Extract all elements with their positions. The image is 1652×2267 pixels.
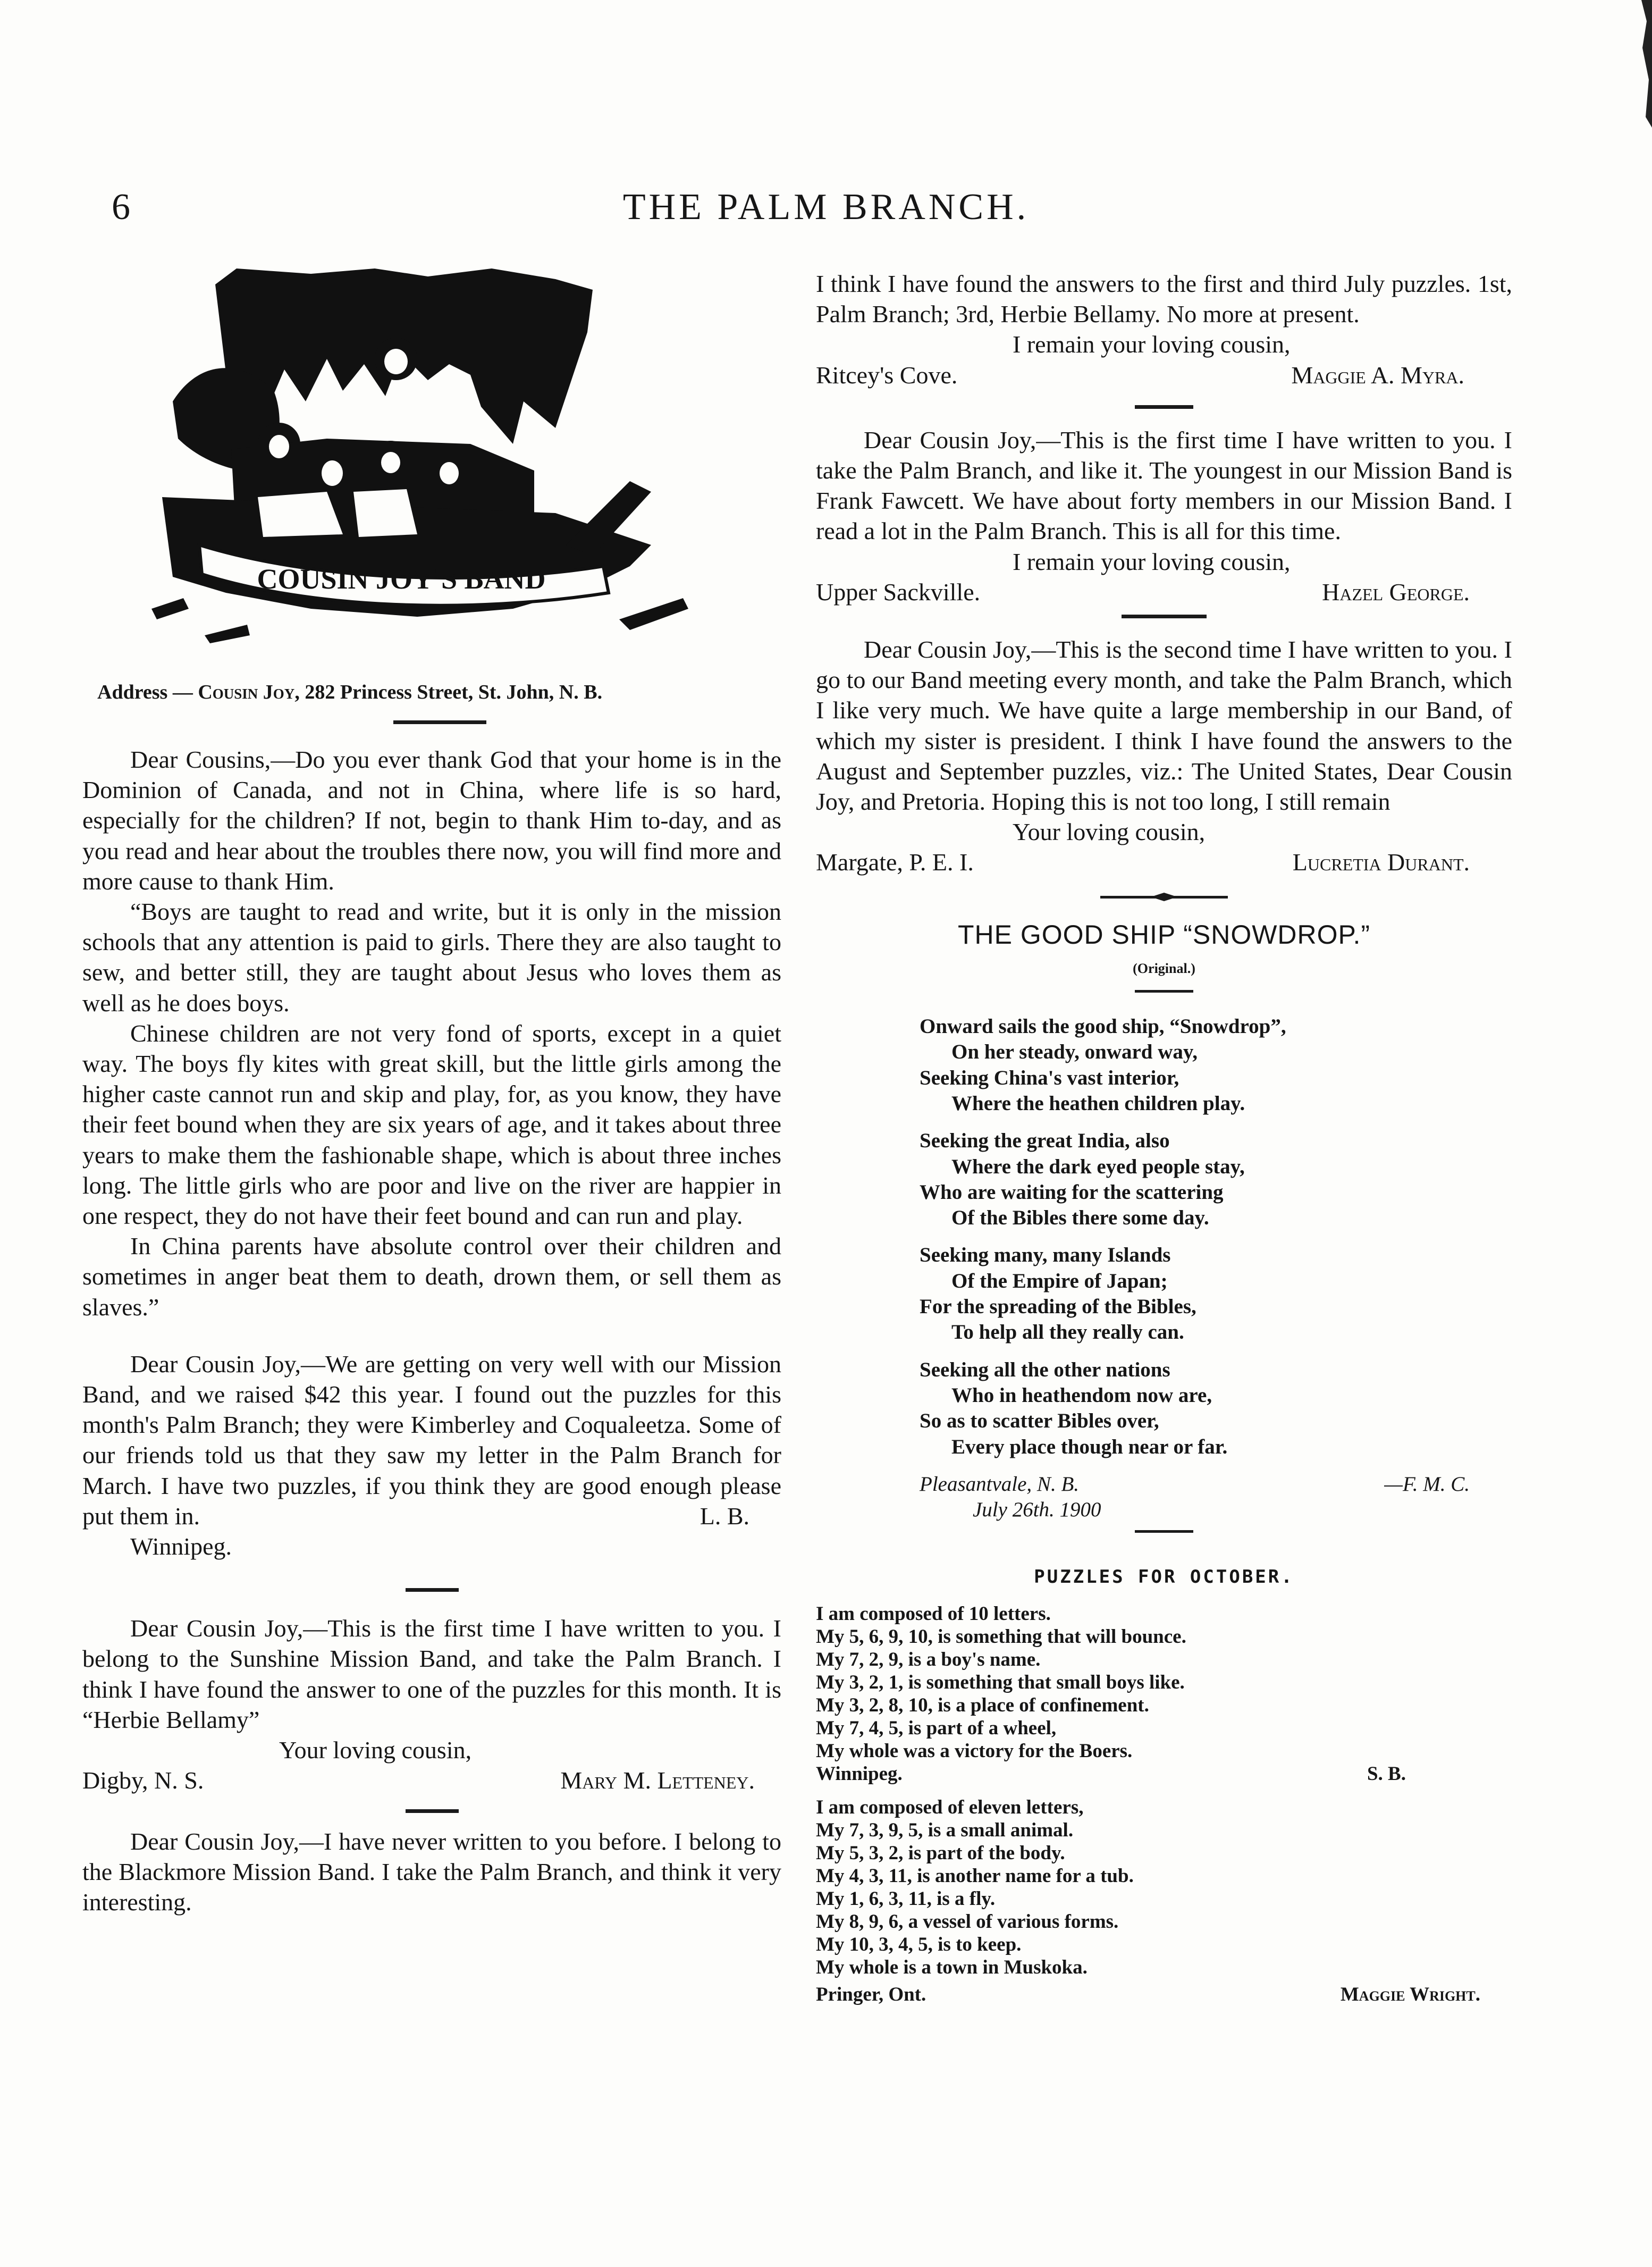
letter-maggie-signature xyxy=(816,360,1512,390)
poem-line: Seeking the great India, also xyxy=(920,1129,1170,1153)
puzzle-line: My 10, 3, 4, 5, is to keep. xyxy=(816,1933,1022,1955)
puzzle-2-name: Maggie Wright. xyxy=(1340,1983,1480,2005)
letter-lucretia-closing: Your loving cousin, xyxy=(1013,818,1206,846)
puzzle-line: My whole was a victory for the Boers. xyxy=(816,1740,1133,1762)
letter-mary-place: Digby, N. S. xyxy=(82,1767,204,1794)
cousin-joy-band-illustration xyxy=(151,268,712,657)
right-column xyxy=(816,268,1512,2006)
poem-stanza xyxy=(920,1357,1512,1460)
poem-body xyxy=(816,1014,1512,1523)
poem-title: THE GOOD SHIP “SNOWDROP.” xyxy=(957,919,1370,950)
divider-rule xyxy=(1135,405,1193,409)
puzzle-line: I am composed of 10 letters. xyxy=(816,1602,1051,1625)
poem-signature xyxy=(920,1472,1512,1497)
poem-stanza xyxy=(920,1242,1512,1345)
poem-line: Who in heathendom now are, xyxy=(951,1383,1212,1407)
poem-line: Seeking China's vast interior, xyxy=(920,1066,1179,1089)
letter-mary-signature xyxy=(82,1765,781,1795)
poem-line: Every place though near or far. xyxy=(951,1435,1228,1458)
letter-lucretia-signature xyxy=(816,847,1512,877)
poem-line: Where the dark eyed people stay, xyxy=(951,1155,1245,1178)
poem-stanza xyxy=(920,1128,1512,1231)
poem-line: Where the heathen children play. xyxy=(951,1091,1245,1115)
poem-date: July 26th. 1900 xyxy=(973,1498,1101,1522)
letter-hazel-name: Hazel George. xyxy=(1322,578,1470,606)
editorial-paragraph-1: Dear Cousins,—Do you ever thank God that your home is in the Dominion of Canada, and not in China, where life is so hard, especially for the children? If not, begin to thank Him to-day, and as you read and hear about the troubles there now, you will find more and more cause to thank Him. xyxy=(82,746,781,895)
puzzles-title: PUZZLES FOR OCTOBER. xyxy=(1034,1566,1294,1588)
poem-line: Of the Empire of Japan; xyxy=(951,1269,1168,1292)
poem-line: Seeking all the other nations xyxy=(920,1358,1170,1381)
puzzle-line: My 7, 3, 9, 5, is a small animal. xyxy=(816,1819,1074,1841)
puzzle-1-initials: S. B. xyxy=(1367,1762,1406,1785)
editorial-paragraph-3: Chinese children are not very fond of sports, except in a quiet way. The boys fly kites with great skill, but the little girls among the higher caste cannot run and skip and play, for, as you know, they have their feet bound when they are six years of age, and it takes about three years to make them the fashionable shape, which is about three inches long. The little girls who are poor and live on the river are happier in one respect, they do not have their feet bound and can run and play. xyxy=(82,1019,781,1230)
puzzle-line: My 3, 2, 8, 10, is a place of confinement. xyxy=(816,1694,1149,1716)
poem-line: To help all they really can. xyxy=(951,1321,1184,1344)
letter-hazel-signature xyxy=(816,577,1512,607)
letter-maggie-continued: I think I have found the answers to the first and third July puzzles. 1st, Palm Branch; 3rd, Herbie Bellamy. No more at present. xyxy=(816,270,1512,328)
caption-rest: , 282 Princess Street, St. John, N. B. xyxy=(294,681,603,703)
banner-text: COUSIN JOY'S BAND xyxy=(257,563,546,595)
letter-hazel-closing: I remain your loving cousin, xyxy=(1013,548,1291,575)
poem-place: Pleasantvale, N. B. xyxy=(920,1472,1080,1496)
divider-rule xyxy=(1122,615,1207,618)
letter-lucretia-name: Lucretia Durant. xyxy=(1292,849,1470,876)
poem-subtitle: (Original.) xyxy=(1133,960,1195,976)
left-column xyxy=(82,744,781,1917)
letter-lucretia-place: Margate, P. E. I. xyxy=(816,849,974,876)
poem-stanza xyxy=(920,1014,1512,1116)
letter-mary-body: Dear Cousin Joy,—This is the first time I have written to you. I belong to the Sunshine Mission Band, and take the Palm Branch. I think I have found the answer to one of the puzzles for this month. It is “Herbie Bellamy” xyxy=(82,1615,781,1733)
caption-rule xyxy=(393,720,486,724)
editorial-paragraph-4: In China parents have absolute control over their children and sometimes in anger beat them to death, drown them, or sell them as slaves.” xyxy=(82,1232,781,1321)
page-number: 6 xyxy=(112,187,130,228)
puzzle-line: My 7, 2, 9, is a boy's name. xyxy=(816,1648,1041,1670)
puzzle-2 xyxy=(816,1796,1512,2006)
poem-line: Who are waiting for the scattering xyxy=(920,1180,1224,1204)
poem-line: Onward sails the good ship, “Snowdrop”, xyxy=(920,1015,1286,1038)
letter-lb-text: Dear Cousin Joy,—We are getting on very well with our Mission Band, and we raised $42 this year. I found out the puzzles for this month's Palm Branch; they were Kimberley and Coqualeetza. Some of our friends told us that they saw my letter in the Palm Branch for March. I have two puzzles, if you think they are good enough please put them in. xyxy=(82,1350,781,1530)
puzzle-line: My 1, 6, 3, 11, is a fly. xyxy=(816,1887,996,1910)
letter-maggie-name: Maggie A. Myra. xyxy=(1291,361,1464,389)
letter-lb-body xyxy=(82,1349,781,1531)
puzzle-line: My 7, 4, 5, is part of a wheel, xyxy=(816,1717,1057,1739)
letter-lucretia-body: Dear Cousin Joy,—This is the second time I have written to you. I go to our Band meeting every month, and take the Palm Branch, which I like very much. We have quite a large membership in our Band, of which my sister is president. I think I have found the answers to the August and September puzzles, viz.: The United States, Dear Cousin Joy, and Pretoria. Hoping this is not too long, I still remain xyxy=(816,636,1512,816)
puzzle-1-signature xyxy=(816,1762,1512,1785)
puzzle-line: My 3, 2, 1, is something that small boys like. xyxy=(816,1671,1185,1693)
caption-prefix: Address — xyxy=(97,681,198,703)
letter-hazel-place: Upper Sackville. xyxy=(816,578,981,606)
poem-line: On her steady, onward way, xyxy=(951,1040,1198,1064)
puzzle-2-place: Pringer, Ont. xyxy=(816,1983,926,2005)
address-caption xyxy=(97,681,602,704)
puzzle-line: My 8, 9, 6, a vessel of various forms. xyxy=(816,1910,1119,1933)
puzzle-1-place: Winnipeg. xyxy=(816,1762,903,1785)
caption-name: Cousin Joy xyxy=(198,681,295,703)
divider-rule xyxy=(406,1809,459,1813)
poem-line: For the spreading of the Bibles, xyxy=(920,1295,1196,1319)
page-edge-shadow xyxy=(1636,0,1652,128)
puzzle-line: My whole is a town in Muskoka. xyxy=(816,1956,1088,1978)
poem-line: Of the Bibles there some day. xyxy=(951,1206,1209,1230)
poem-line: Seeking many, many Islands xyxy=(920,1244,1171,1267)
puzzle-line: My 5, 3, 2, is part of the body. xyxy=(816,1842,1065,1864)
puzzle-2-signature xyxy=(816,1983,1512,2006)
letter-maggie-body: Dear Cousin Joy,—I have never written to you before. I belong to the Blackmore Mission Band. I take the Palm Branch, and think it very interesting. xyxy=(82,1827,781,1916)
letter-lb-initials: L. B. xyxy=(699,1502,749,1530)
puzzle-1 xyxy=(816,1602,1512,1785)
ornamental-rule xyxy=(1100,893,1228,901)
letter-maggie-closing: I remain your loving cousin, xyxy=(1013,331,1291,358)
letter-mary-closing: Your loving cousin, xyxy=(279,1736,472,1764)
letter-hazel-body: Dear Cousin Joy,—This is the first time I have written to you. I take the Palm Branch, and like it. The youngest in our Mission Band is Frank Fawcett. We have about forty members in our Mission Band. I read a lot in the Palm Branch. This is all for this time. xyxy=(816,426,1512,545)
puzzle-line: I am composed of eleven letters, xyxy=(816,1796,1084,1818)
poem-line: So as to scatter Bibles over, xyxy=(920,1409,1159,1433)
poem-author: —F. M. C. xyxy=(1384,1472,1470,1496)
letter-lb-place: Winnipeg. xyxy=(130,1533,232,1560)
puzzle-line: My 5, 6, 9, 10, is something that will bounce. xyxy=(816,1625,1186,1648)
puzzle-line: My 4, 3, 11, is another name for a tub. xyxy=(816,1865,1134,1887)
divider-rule xyxy=(406,1588,459,1592)
editorial-paragraph-2: “Boys are taught to read and write, but it is only in the mission schools that any attention is paid to girls. There they are also taught to sew, and better still, they are taught about Jesus who loves them as well as he does boys. xyxy=(82,898,781,1017)
running-head: THE PALM BRANCH. xyxy=(622,187,1030,228)
letter-maggie-place: Ritcey's Cove. xyxy=(816,361,958,389)
letter-mary-name: Mary M. Letteney. xyxy=(560,1767,755,1794)
